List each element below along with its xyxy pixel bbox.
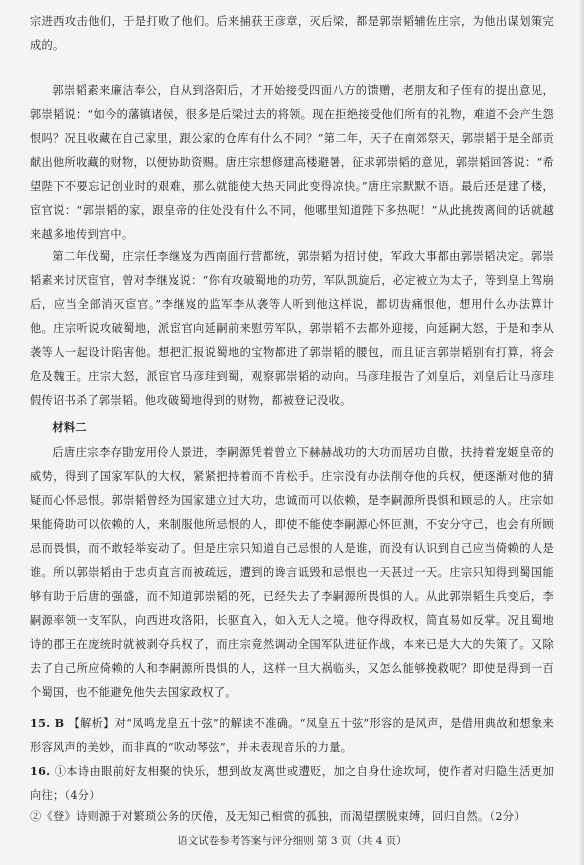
- answer-15-number: 15. B: [30, 716, 69, 730]
- answer-16: [30, 759, 554, 808]
- answer-16-part2: ②《登》诗则源于对繁琐公务的厌倦，及无知己相赏的孤独，而渴望摆脱束缚，回归自然。（2分）: [30, 810, 526, 823]
- answer-16-number: 16.: [30, 764, 55, 778]
- paragraph-3: 第二年伐蜀，庄宗任李继岌为西南面行营都统，郭崇韬为招讨使，军政大事都由郭崇韬决定。郭崇韬素来讨厌宦官，曾对李继岌说：“你有攻破蜀地的功劳，军队凯旋后，必定被立为太子，等到皇上驾崩后，应当全部消灭宦官。”李继岌的监军李从袭等人听到他这样说，都切齿痛恨他，想用什么办法算计他。庄宗听说攻破蜀地，派宦官向延嗣前来慰劳军队，郭崇韬不去都外迎接，向延嗣大怒，于是和李从袭等人一起设计陷害他。想把汇报说蜀地的宝物都进了郭崇韬的腰包，而且证言郭崇韬别有打算，将会危及魏王。庄宗大怒，派宦官马彦珪到蜀，观察郭崇韬的动向。马彦珪报告了刘皇后，刘皇后让马彦珪假传诏书杀了郭崇韬。他攻破蜀地得到的财物，都被登记没收。: [30, 250, 554, 407]
- paragraph-2: 郭崇韬素来廉洁奉公，自从到洛阳后，才开始接受四面八方的馈赠，老朋友和子侄有的提出意见，郭崇韬说：“如今的藩镇诸侯，很多是后梁过去的将领。现在拒绝接受他们所有的礼物，难道不会产生怨恨吗？况且收藏在自己家里，跟公家的仓库有什么不同？”第二年，天子在南郊祭天，郭崇韬于是全部贡献出他所收藏的财物，以便协助资赐。唐庄宗想修建高楼避暑，征求郭崇韬的意见，郭崇韬回答说：“希望陛下不要忘记创业时的艰难，那么就能使大热天同此变得凉快。”唐庄宗默默不语。最后还是建了楼，宦官说：“郭崇韬的家，跟皇帝的住处没有什么不同，他哪里知道陛下多热呢！”从此挑拨离间的话就越来越多地传到宫中。: [30, 84, 554, 241]
- page-footer: 语文试卷参考答案与评分细则 第 3 页（共 4 页）: [177, 835, 407, 847]
- paragraph-1-cont: 宗进西攻击他们，于是打败了他们。后来捕获王彦章，灭后梁，都是郭崇韬辅佐庄宗，为他出谋划策完成的。: [30, 15, 554, 52]
- scan-edge-shadow: [578, 0, 584, 865]
- material-2-heading: 材料二: [52, 420, 87, 434]
- answer-15-text: 【解析】对“凤鸣龙皇五十弦”的解读不准确。“凤皇五十弦”形容的是风声，是借用典故和想象来形容风声的美妙，而非真的“吹动琴弦”，并未表现音乐的力量。: [30, 717, 554, 754]
- answer-16-part1: ①本诗由眼前好友相聚的快乐，想到故友离世或遭贬，加之自身仕途坎坷，使作者对归隐生活更加向往；（4分）: [30, 765, 554, 802]
- paragraph-4: 后唐庄宗李存勖宠用伶人景进，李嗣源凭着曾立下赫赫战功的大功而居功自傲，扶持着宠姬皇帝的威势，得到了国家军队的大权，紧紧把持着而不肯松手。庄宗没有办法削夺他的兵权，便逐渐对他的猜疑而心怀忌恨。郭崇韬曾经为国家建立过大功，忠诚而可以依赖，是李嗣源所畏惧和顾忌的人。庄宗如果能倚助可以依赖的人，来制服他所忌恨的人，即使不能使李嗣源心怀叵测，不安分守己，也会有所顾忌而畏惧，而不敢轻举妄动了。但是庄宗只知道自己忌恨的人是谁，而没有认识到自己应当倚赖的人是谁。所以郭崇韬由于忠贞直言而被疏远，遭到的谗言诋毁和忌恨也一天甚过一天。庄宗只知得到蜀国能够有助于后唐的强盛，而不知道郭崇韬的死，已经失去了李嗣源所畏惧的人。从此郭崇韬生兵变后，李嗣源率领一支军队，向西进攻洛阳，长驱直入，如入无人之境。他夺得政权，简直易如反掌。况且蜀地诗的郡王在庞统时就被剥夺兵权了，而庄宗竟然调动全国军队进征作战，本来已是大大的失策了。又除去了自己所应倚赖的人和李嗣源所畏惧的人，这样一旦大祸临头，又怎么能够挽救呢？即使是得到一百个蜀国，也不能避免他失去国家政权了。: [30, 446, 554, 699]
- answer-15: [30, 711, 554, 760]
